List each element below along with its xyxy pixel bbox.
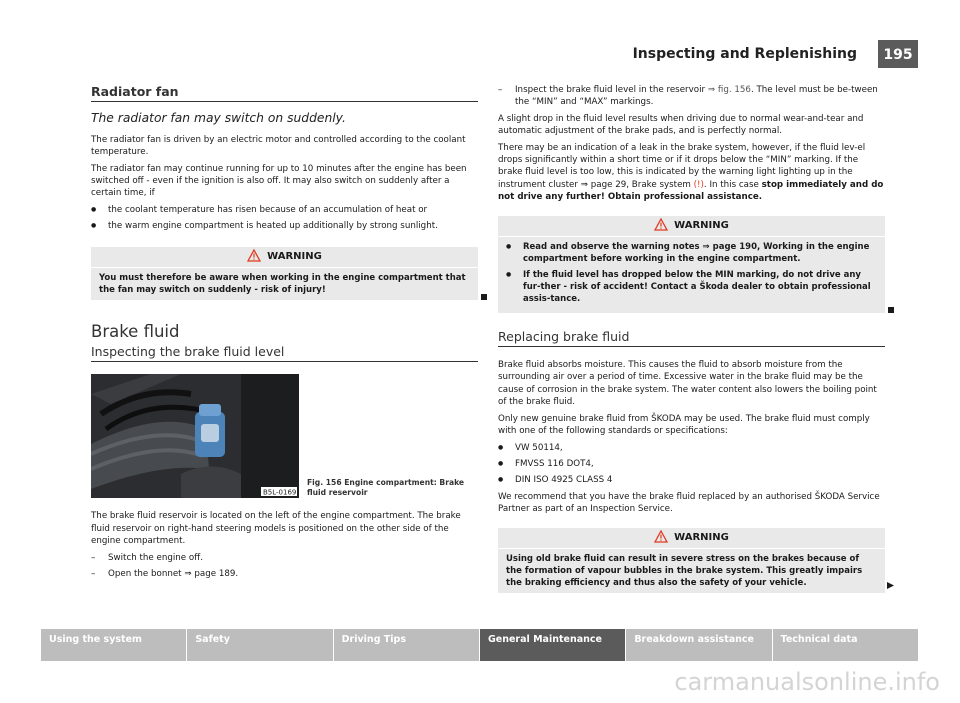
brake-paragraph-2 [498, 142, 885, 204]
brake-fluid-title: Brake fluid [91, 321, 180, 341]
radiator-warning-box [91, 247, 478, 300]
brake-warning-box [498, 216, 885, 313]
warning-label: WARNING [674, 531, 729, 543]
warning-triangle-icon [247, 249, 261, 262]
tab-breakdown-assistance[interactable]: Breakdown assistance [626, 629, 771, 661]
radiator-fan-heading: Radiator fan [91, 86, 478, 102]
tab-technical-data[interactable]: Technical data [773, 629, 918, 661]
tab-general-maintenance[interactable]: General Maintenance [480, 629, 625, 661]
figure-caption: Fig. 156 Engine compartment: Brake fluid reservoir [307, 478, 465, 498]
step-text-end: . The level must be be-tween the “MIN” and “MAX” markings. [515, 85, 878, 108]
spec-item: ● FMVSS 116 DOT4, [498, 458, 885, 470]
spec-item: ● VW 50114, [498, 442, 885, 454]
brake-paragraph-1: A slight drop in the fluid level results when driving due to normal wear-and-tear and automatic adjustment of the brake pads, and is perfectly normal. [498, 113, 864, 137]
replace-paragraph-2: Only new genuine brake fluid from ŠKODA may be used. The brake fluid must comply with one of the following standards or specifications: [498, 413, 870, 437]
section-end-mark [888, 307, 894, 313]
continue-arrow-icon [887, 582, 894, 589]
replace-paragraph-1: Brake fluid absorbs moisture. This causes the fluid to absorb moisture from the surrounding air over a period of time. Excessive water in the brake fluid may be the cause of corrosion in the brake system. The water content also lowers the boiling point of the brake fluid. [498, 360, 877, 408]
section-end-mark [481, 294, 487, 300]
radiator-paragraph-1: The radiator fan is driven by an electric motor and controlled according to the coolant temperature. [91, 134, 466, 158]
warning-header [91, 247, 478, 268]
figure-code: B5L-0169 [263, 488, 297, 497]
right-column [498, 84, 885, 593]
watermark: carmanualsonline.info [674, 668, 940, 696]
fig-156-link[interactable]: ⇒ fig. 156 [707, 85, 751, 95]
radiator-bullet: ● the warm engine compartment is heated up additionally by strong sunlight. [91, 220, 478, 232]
brake-warning-light-icon: (!) [693, 179, 704, 190]
step-text: Inspect the brake fluid level in the reservoir [515, 85, 708, 95]
tab-safety[interactable]: Safety [187, 629, 332, 661]
warning-text: You must therefore be aware when working in the engine compartment that the fan may switch on suddenly - risk of injury! [99, 272, 466, 295]
replacing-brake-fluid-heading: Replacing brake fluid [498, 331, 885, 347]
page-number: 195 [878, 40, 918, 68]
warning-bullet: ● If the fluid level has dropped below the MIN marking, do not drive any fur-ther - risk of accident! Contact a Škoda dealer to obtain professional assis-tance. [506, 269, 877, 305]
brake-reservoir-paragraph: The brake fluid reservoir is located on the left of the engine compartment. The brake fluid reservoir on right-hand steering models is positioned on the other side of the engine compartment. [91, 511, 461, 547]
p2-bold: stop immediately and do not drive any further! Obtain professional assistance. [498, 179, 884, 203]
inspecting-brake-fluid-heading: Inspecting the brake fluid level [91, 346, 478, 362]
warning-text: Using old brake fluid can result in severe stress on the brakes because of the formation of vapour bubbles in the brake system. This greatly impairs the braking efficiency and thus also the safety of your vehicle. [506, 553, 863, 588]
figure-156 [91, 374, 478, 498]
warning-triangle-icon [654, 530, 668, 543]
warning-triangle-icon [654, 218, 668, 231]
chapter-nav [41, 629, 919, 661]
engine-compartment-photo [91, 374, 299, 498]
replace-paragraph-3: We recommend that you have the brake fluid replaced by an authorised ŠKODA Service Partner as part of an Inspection Service. [498, 491, 880, 515]
warning-header [498, 216, 885, 237]
old-fluid-warning-box [498, 528, 885, 593]
p2-mid: . In this case [703, 179, 762, 190]
radiator-bullet: ● the coolant temperature has risen because of an accumulation of heat or [91, 204, 478, 216]
warning-label: WARNING [267, 250, 322, 262]
procedure-step: – Open the bonnet ⇒ page 189. [91, 568, 478, 580]
spec-item: ● DIN ISO 4925 CLASS 4 [498, 474, 885, 486]
left-column [91, 86, 478, 585]
page-header-title: Inspecting and Replenishing [632, 46, 857, 62]
p2-text: There may be an indication of a leak in the brake system, however, if the fluid lev-el drops significantly within a short time or if it drops below the “MIN” marking. If the brake fluid level is too low, this is indicated by the warning light lighting up in the instrument cluster ⇒ page 29, Brake system [498, 142, 866, 190]
tab-using-the-system[interactable]: Using the system [41, 629, 186, 661]
radiator-paragraph-2: The radiator fan may continue running for up to 10 minutes after the engine has been switched off - even if the ignition is also off. It may also switch on suddenly after a certain time, if [91, 163, 467, 199]
tab-driving-tips[interactable]: Driving Tips [334, 629, 479, 661]
procedure-step: – Switch the engine off. [91, 552, 478, 564]
radiator-fan-subtitle: The radiator fan may switch on suddenly. [91, 111, 346, 126]
warning-bullet: ● Read and observe the warning notes ⇒ page 190, Working in the engine compartment before working in the engine compartment. [506, 241, 877, 265]
warning-header [498, 528, 885, 549]
engine-photo-illustration [91, 374, 299, 498]
procedure-step-inspect [498, 84, 885, 109]
warning-label: WARNING [674, 219, 729, 231]
